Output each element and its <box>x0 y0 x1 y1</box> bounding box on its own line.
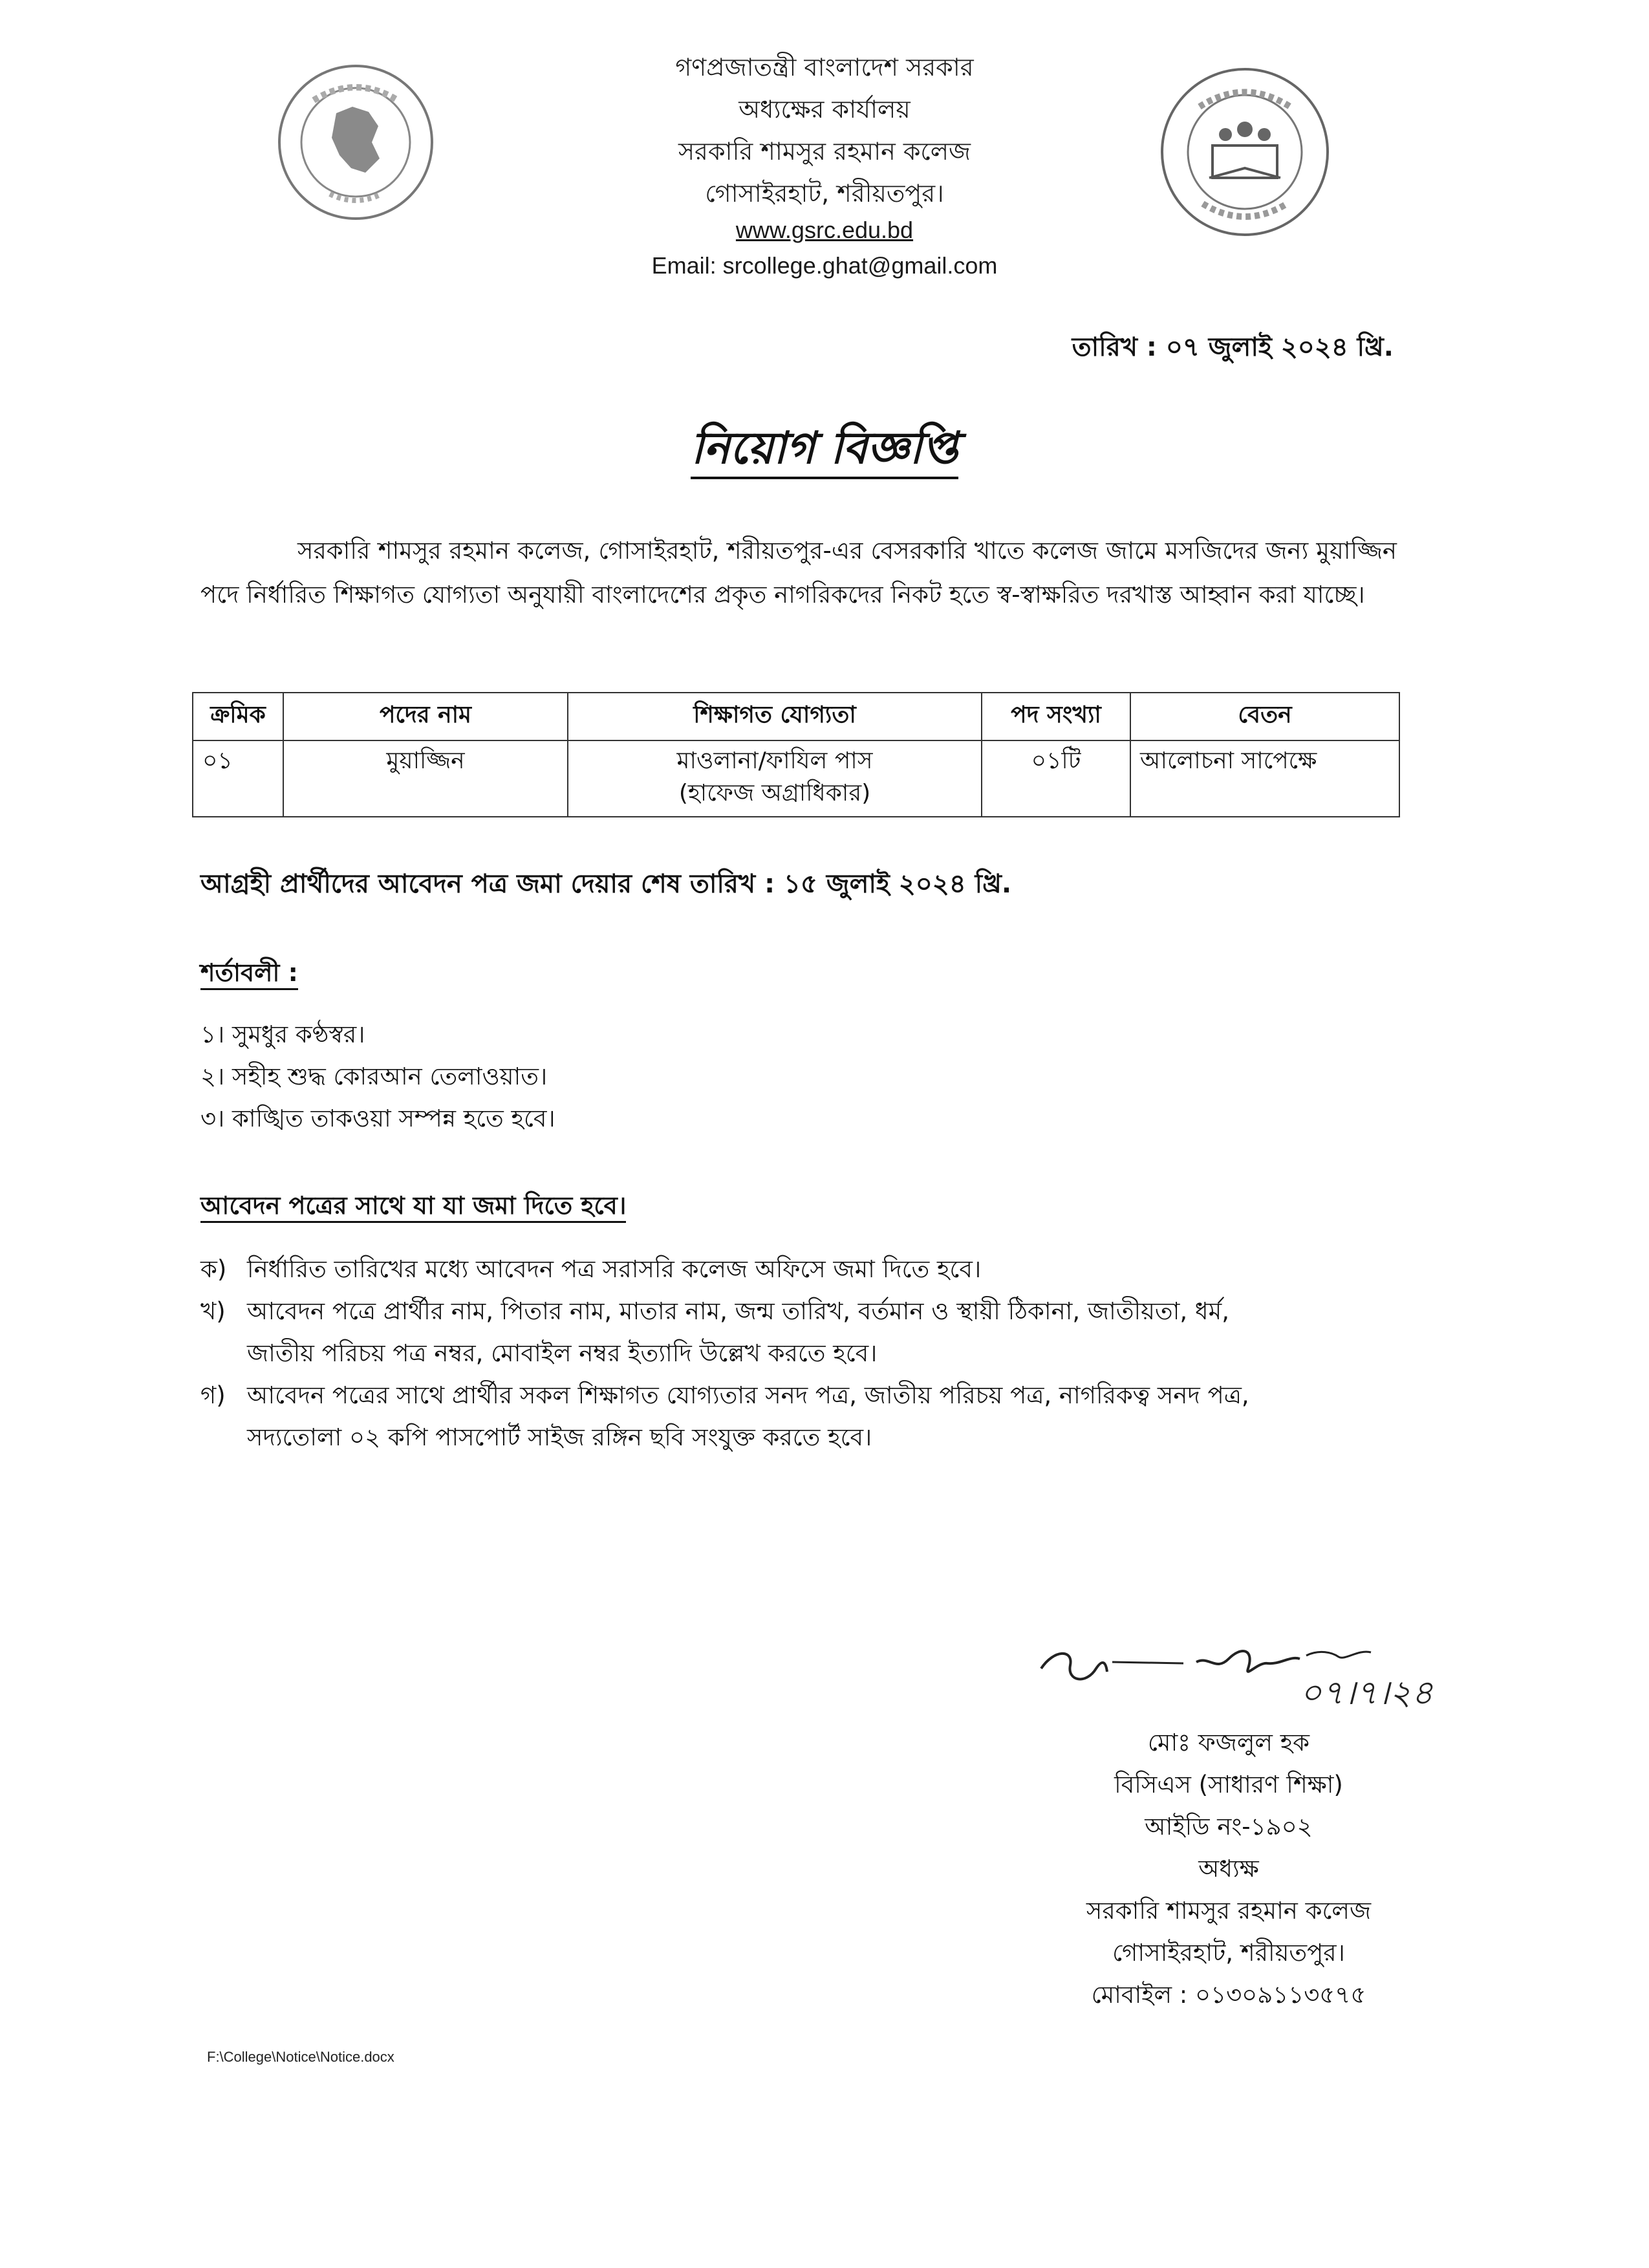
table-header-row <box>193 693 1399 740</box>
conditions-heading: শর্তাবলী : <box>200 954 298 995</box>
posts-table <box>192 692 1400 817</box>
cell-serial: ০১ <box>193 740 283 817</box>
qualification-line2: (হাফেজ অগ্রাধিকার) <box>678 780 871 806</box>
requirement-label: খ) <box>200 1297 226 1325</box>
col-salary-header: বেতন <box>1130 693 1399 740</box>
condition-item: ৩। কাঙ্খিত তাকওয়া সম্পন্ন হতে হবে। <box>200 1105 555 1132</box>
header-office: অধ্যক্ষের কার্যালয় <box>738 95 911 124</box>
application-deadline: আগ্রহী প্রার্থীদের আবেদন পত্র জমা দেয়ার শেষ তারিখ : ১৫ জুলাই ২০২৪ খ্রি. <box>200 869 1012 899</box>
header-location: গোসাইরহাট, শরীয়তপুর। <box>705 179 944 208</box>
requirement-item <box>200 1290 1410 1374</box>
requirements-heading: আবেদন পত্রের সাথে যা যা জমা দিতে হবে। <box>200 1187 626 1228</box>
requirement-label: গ) <box>200 1381 226 1409</box>
qualification-line1: মাওলানা/ফাযিল পাস <box>676 748 873 774</box>
signatory-designation: অধ্যক্ষ <box>1198 1855 1259 1883</box>
education-seal-logo <box>1158 65 1332 239</box>
government-seal-logo <box>275 61 436 223</box>
requirement-text: নির্ধারিত তারিখের মধ্যে আবেদন পত্র সরাসরি কলেজ অফিসে জমা দিতে হবে। <box>247 1255 982 1283</box>
signatory-id: আইডি নং-১৯০২ <box>1145 1813 1313 1841</box>
requirement-text: আবেদন পত্রের সাথে প্রার্থীর সকল শিক্ষাগত যোগ্যতার সনদ পত্র, জাতীয় পরিচয় পত্র, নাগরিকত্ব সনদ পত্র, <box>247 1381 1249 1409</box>
header-email: Email: srcollege.ghat@gmail.com <box>651 252 998 279</box>
cell-post: মুয়াজ্জিন <box>283 740 568 817</box>
header-website-link[interactable]: www.gsrc.edu.bd <box>735 217 914 243</box>
col-serial-header: ক্রমিক <box>193 693 283 740</box>
cell-count: ০১টি <box>982 740 1130 817</box>
col-qualification-header: শিক্ষাগত যোগ্যতা <box>568 693 982 740</box>
requirement-text-cont: জাতীয় পরিচয় পত্র নম্বর, মোবাইল নম্বর ইত্যাদি উল্লেখ করতে হবে। <box>247 1339 878 1367</box>
signature-date: ০৭।৭।২৪ <box>1300 1674 1434 1712</box>
col-post-header: পদের নাম <box>283 693 568 740</box>
requirement-text-cont: সদ্যতোলা ০২ কপি পাসপোর্ট সাইজ রঙ্গিন ছবি সংযুক্ত করতে হবে। <box>247 1423 872 1451</box>
intro-paragraph: সরকারি শামসুর রহমান কলেজ, গোসাইরহাট, শরীয়তপুর-এর বেসরকারি খাতে কলেজ জামে মসজিদের জন্য মুয়াজ্জিন পদে নির্ধারিত শিক্ষাগত যোগ্যতা অনুযায়ী বাংলাদেশের প্রকৃত নাগরিকদের নিকট হতে স্ব-স্বাক্ষরিত দরখাস্ত আহ্বান করা যাচ্ছে। <box>200 537 1397 609</box>
requirement-label: ক) <box>200 1255 227 1283</box>
handwritten-signature <box>1035 1623 1487 1720</box>
table-row <box>193 740 1399 817</box>
notice-date: তারিখ : ০৭ জুলাই ২০২৪ খ্রি. <box>1072 332 1394 362</box>
requirement-item <box>200 1248 1410 1290</box>
notice-title: নিয়োগ বিজ্ঞপ্তি <box>0 414 1649 488</box>
requirement-text: আবেদন পত্রে প্রার্থীর নাম, পিতার নাম, মাতার নাম, জন্ম তারিখ, বর্তমান ও স্থায়ী ঠিকানা, জাতীয়তা, ধর্ম, <box>247 1297 1229 1325</box>
file-path-footer: F:\College\Notice\Notice.docx <box>207 2049 394 2065</box>
signatory-mobile: মোবাইল : ০১৩০৯১১৩৫৭৫ <box>1091 1981 1366 2009</box>
requirement-item <box>200 1374 1410 1458</box>
signatory-cadre: বিসিএস (সাধারণ শিক্ষা) <box>1114 1771 1343 1798</box>
header-college: সরকারি শামসুর রহমান কলেজ <box>678 137 971 166</box>
cell-salary: আলোচনা সাপেক্ষে <box>1130 740 1399 817</box>
cell-qualification <box>568 740 982 817</box>
header-govt: গণপ্রজাতন্ত্রী বাংলাদেশ সরকার <box>675 53 974 81</box>
signatory-location: গোসাইরহাট, শরীয়তপুর। <box>1112 1939 1345 1967</box>
col-count-header: পদ সংখ্যা <box>982 693 1130 740</box>
signatory-college: সরকারি শামসুর রহমান কলেজ <box>1086 1897 1372 1925</box>
signatory-name: মোঃ ফজলুল হক <box>1147 1729 1310 1756</box>
condition-item: ১। সুমধুর কণ্ঠস্বর। <box>200 1021 365 1048</box>
condition-item: ২। সহীহ শুদ্ধ কোরআন তেলাওয়াত। <box>200 1063 548 1090</box>
